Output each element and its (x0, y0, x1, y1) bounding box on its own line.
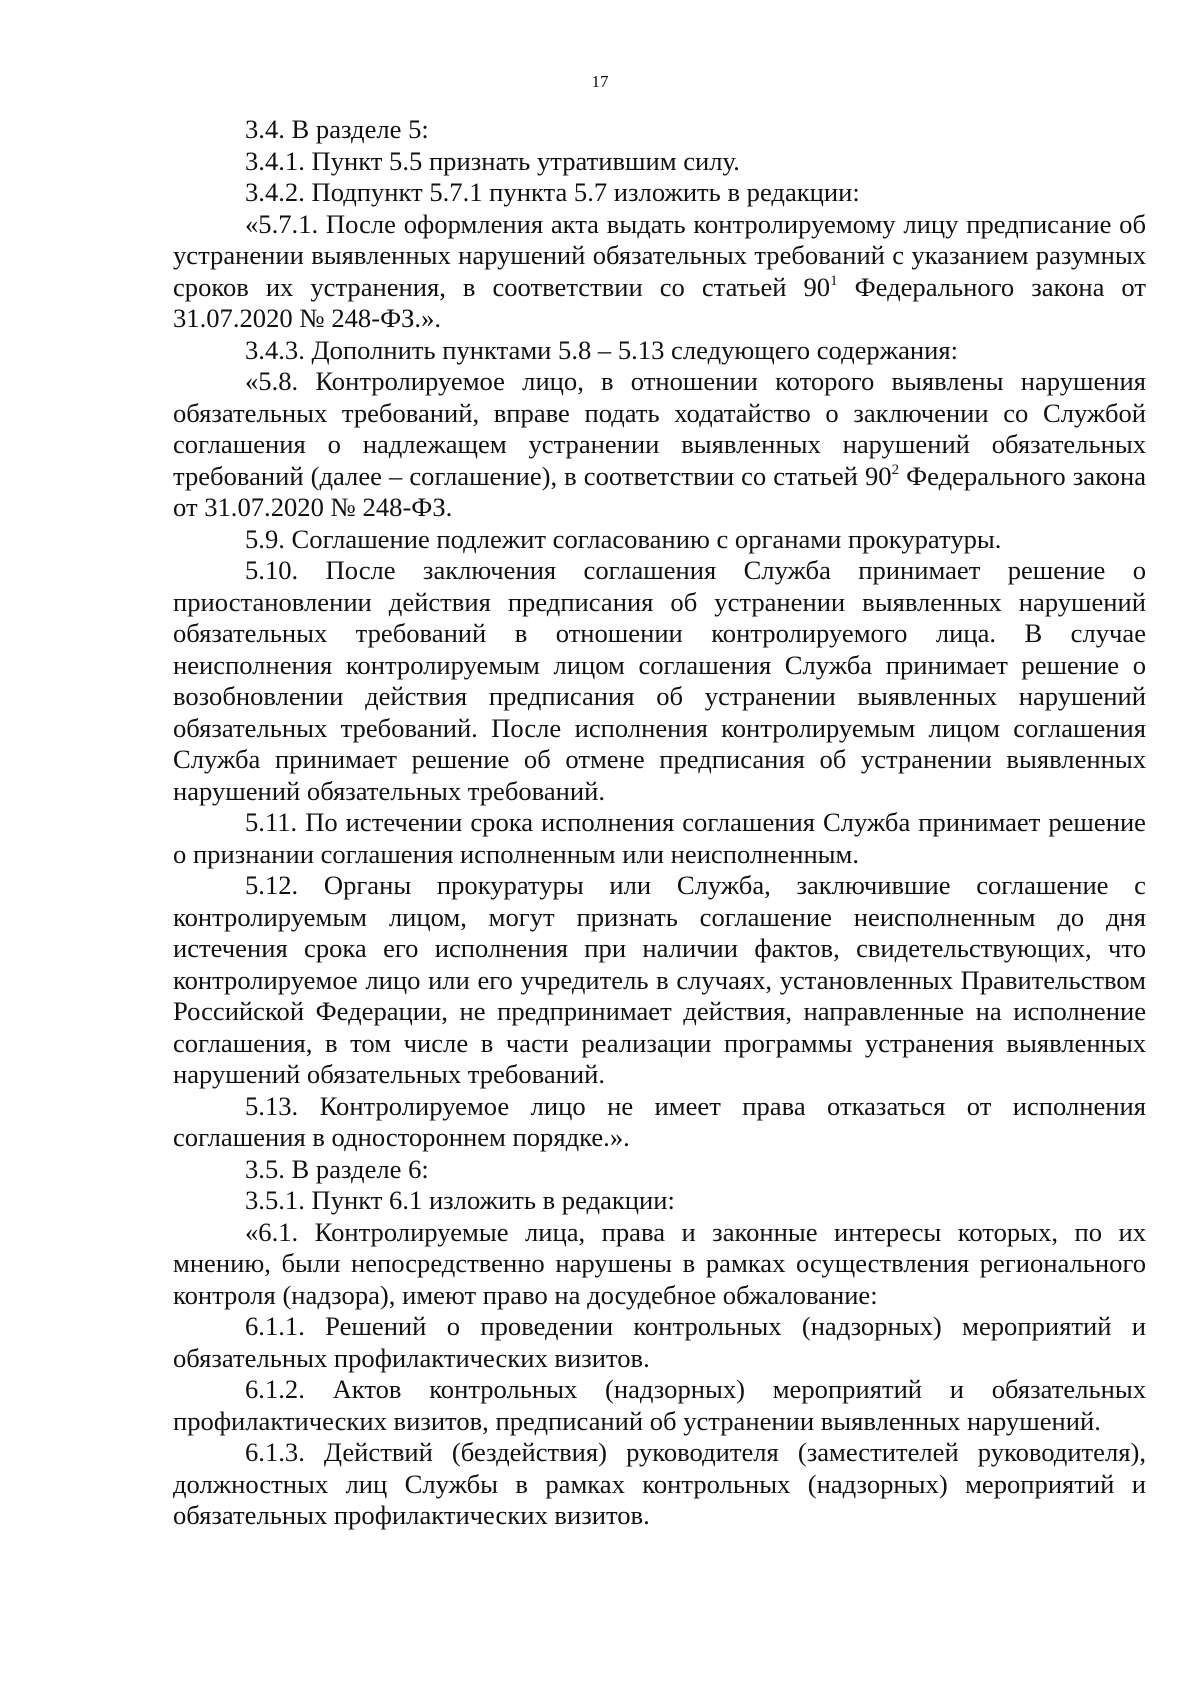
paragraph-5-7-1-tail: Федерального закона от 31.07.2020 № 248-ФЗ.». (173, 271, 1146, 333)
footnote-superscript-1: 1 (830, 272, 838, 289)
paragraph-5-10: 5.10. После заключения соглашения Служба принимает решение о приостановлении действия предписания об устранении выявленных нарушений обязательных требований в отношении контролируемого лица. В случае неисполнения контролируемым лицом соглашения Служба принимает решение о возобновлении действия предписания об устранении выявленных нарушений обязательных требований. После исполнения контролируемым лицом соглашения Служба принимает решение об отмене предписания об устранении выявленных нарушений обязательных требований. (173, 555, 1146, 806)
paragraph-3-4-1: 3.4.1. Пункт 5.5 признать утратившим силу. (245, 145, 740, 176)
paragraph-3-5-1: 3.5.1. Пункт 6.1 изложить в редакции: (245, 1185, 675, 1215)
paragraph-5-11: 5.11. По истечении срока исполнения соглашения Служба принимает решение о признании соглашения исполненным или неисполненным. (173, 807, 1146, 869)
paragraph-5-8 (173, 366, 1146, 524)
paragraph-3-4-3: 3.4.3. Дополнить пунктами 5.8 – 5.13 следующего содержания: (245, 334, 958, 365)
paragraph-3-5: 3.5. В разделе 6: (245, 1153, 429, 1184)
paragraph-5-8-tail: Федерального закона от 31.07.2020 № 248-ФЗ. (173, 460, 1146, 522)
paragraph-5-7-1 (173, 209, 1146, 335)
page-number: 17 (591, 72, 609, 91)
paragraph-5-13: 5.13. Контролируемое лицо не имеет права отказаться от исполнения соглашения в одностороннем порядке.». (173, 1090, 1146, 1152)
paragraph-6-1: «6.1. Контролируемые лица, права и законные интересы которых, по их мнению, были непосредственно нарушены в рамках осуществления регионального контроля (надзора), имеют право на досудебное обжалование: (173, 1216, 1146, 1310)
paragraph-5-8-text: «5.8. Контролируемое лицо, в отношении которого выявлены нарушения обязательных требований, вправе подать ходатайство о заключении со Службой соглашения о надлежащем устранении выявленных нарушений обязательных требований (далее – соглашение), в соответствии со статьей 90 (173, 366, 1146, 491)
paragraph-3-4: 3.4. В разделе 5: (245, 114, 429, 144)
paragraph-6-1-3: 6.1.3. Действий (бездействия) руководителя (заместителей руководителя), должностных лиц Службы в рамках контрольных (надзорных) мероприятий и обязательных профилактических визитов. (173, 1437, 1146, 1530)
paragraph-6-1-1: 6.1.1. Решений о проведении контрольных (надзорных) мероприятий и обязательных профилактических визитов. (173, 1311, 1146, 1373)
paragraph-6-1-2: 6.1.2. Актов контрольных (надзорных) мероприятий и обязательных профилактических визитов, предписаний об устранении выявленных нарушений. (173, 1374, 1146, 1436)
paragraph-3-4-2: 3.4.2. Подпункт 5.7.1 пункта 5.7 изложить в редакции: (245, 177, 860, 207)
paragraph-5-7-1-text: «5.7.1. После оформления акта выдать контролируемому лицу предписание об устранении выявленных нарушений обязательных требований с указанием разумных сроков их устранения, в соответствии со статьей 90 (173, 208, 1146, 302)
paragraph-5-12: 5.12. Органы прокуратуры или Служба, заключившие соглашение с контролируемым лицом, могут признать соглашение неисполненным до дня истечения срока его исполнения при наличии фактов, свидетельствующих, что контролируемое лицо или его учредитель в случаях, установленных Правительством Российской Федерации, не предпринимает действия, направленные на исполнение соглашения, в том числе в части реализации программы устранения выявленных нарушений обязательных требований. (173, 870, 1146, 1089)
paragraph-5-9: 5.9. Соглашение подлежит согласованию с органами прокуратуры. (245, 523, 1002, 554)
document-body (173, 114, 1146, 1532)
footnote-superscript-2: 2 (891, 461, 900, 478)
